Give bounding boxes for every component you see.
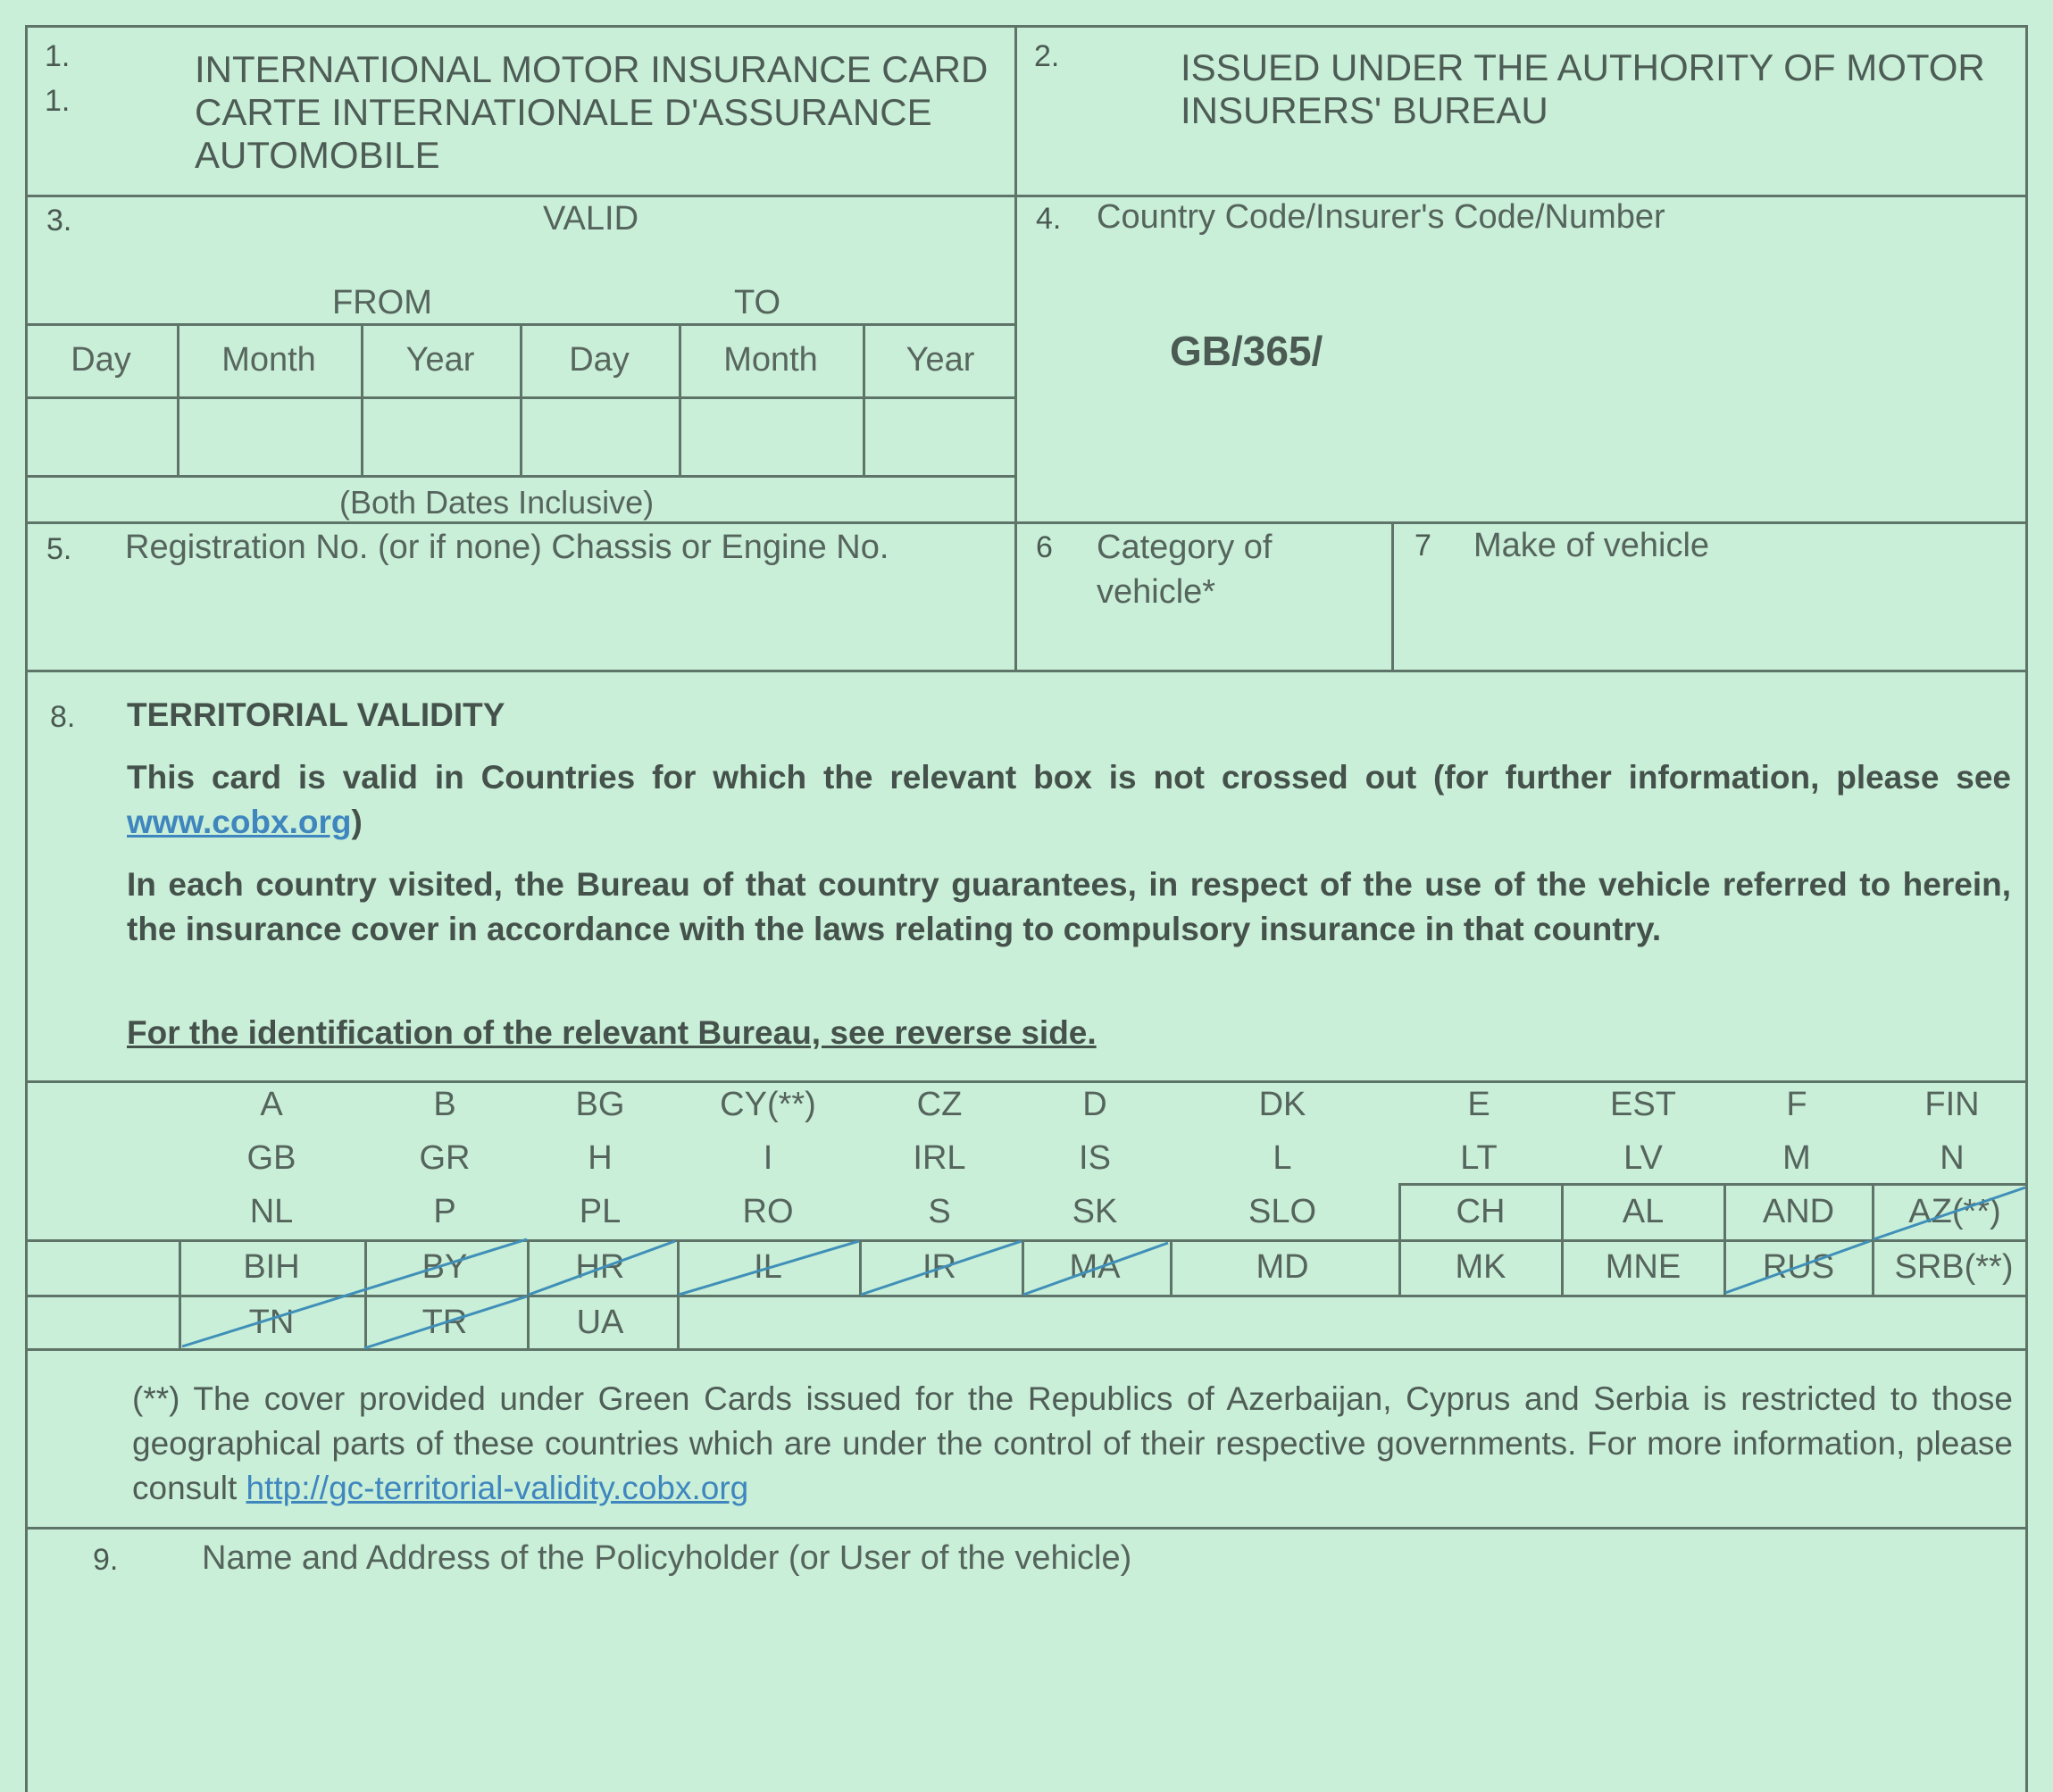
strike-az — [1874, 1188, 2025, 1239]
box-4-number: 4. — [1036, 202, 1062, 236]
country-CH: CH — [1456, 1193, 1506, 1230]
insurer-code-value: GB/365/ — [1170, 328, 1323, 374]
validity-paragraph-2: In each country visited, the Bureau of that country guarantees, in respect of the use of the vehicle referred to herein, the insurance cover in accordance with the laws relating to compulsory insurance in that country. — [127, 866, 2011, 947]
country-GB: GB — [246, 1139, 296, 1177]
country-TR: TR — [421, 1304, 468, 1341]
country-SLO: SLO — [1248, 1193, 1317, 1230]
card-title-fr-line2: AUTOMOBILE — [195, 134, 440, 176]
policyholder-label: Name and Address of the Policyholder (or User of the vehicle) — [202, 1539, 1132, 1577]
card-title-fr-line1: CARTE INTERNATIONALE D'ASSURANCE — [195, 91, 932, 133]
box-9-number: 9. — [93, 1543, 119, 1577]
both-dates-note: (Both Dates Inclusive) — [339, 484, 655, 521]
strike-il-ua — [529, 1241, 675, 1295]
country-AZ: AZ(**) — [1908, 1193, 2001, 1230]
valid-label: VALID — [543, 200, 639, 238]
country-B: B — [433, 1086, 456, 1123]
country-F: F — [1786, 1086, 1807, 1123]
country-NL: NL — [249, 1193, 294, 1230]
country-FIN: FIN — [1924, 1086, 1980, 1123]
country-H: H — [588, 1139, 613, 1177]
strike-ir-2 — [861, 1241, 1022, 1295]
country-S: S — [928, 1193, 951, 1230]
category-label-line2: vehicle* — [1097, 573, 1216, 611]
card-title-en: INTERNATIONAL MOTOR INSURANCE CARD — [195, 48, 989, 90]
country-M: M — [1782, 1139, 1811, 1177]
country-UA: UA — [576, 1304, 624, 1341]
country-IL: IL — [754, 1248, 782, 1286]
strike-rus — [1725, 1241, 1870, 1293]
country-MK: MK — [1455, 1248, 1506, 1286]
box-5-number: 5. — [46, 532, 72, 566]
country-L: L — [1273, 1139, 1292, 1177]
country-CZ: CZ — [916, 1086, 963, 1123]
box-3-number: 3. — [46, 204, 72, 238]
box-1-number-fr: 1. — [45, 84, 71, 118]
box-8-number: 8. — [50, 700, 76, 734]
make-label: Make of vehicle — [1473, 527, 1710, 564]
country-MD: MD — [1256, 1248, 1309, 1286]
territorial-footnote: (**) The cover provided under Green Cards issued for the Republics of Azerbaijan, Cyprus and Serbia is restricted to those geographical parts of these countries which are under the control of their respective governments. For more information, please consult http://gc-territorial-validity.cobx.org — [132, 1380, 2013, 1506]
country-EST: EST — [1610, 1086, 1676, 1123]
country-IR: IR — [922, 1248, 956, 1286]
to-day-header: Day — [569, 341, 630, 379]
cobx-link[interactable]: www.cobx.org — [127, 804, 352, 840]
box-2-number: 2. — [1034, 39, 1060, 73]
country-D: D — [1082, 1086, 1107, 1123]
from-year-header: Year — [405, 341, 475, 379]
country-A: A — [260, 1086, 283, 1123]
country-IS: IS — [1079, 1139, 1111, 1177]
country-HR: HR — [575, 1248, 625, 1286]
strike-ua — [364, 1296, 527, 1348]
country-MNE: MNE — [1605, 1248, 1682, 1286]
country-MA: MA — [1069, 1248, 1121, 1286]
category-label-line1: Category of — [1097, 529, 1273, 566]
country-RO: RO — [742, 1193, 794, 1230]
country-AL: AL — [1622, 1193, 1665, 1230]
to-month-header: Month — [723, 341, 818, 379]
territorial-validity-title: TERRITORIAL VALIDITY — [127, 696, 505, 733]
country-SRB: SRB(**) — [1894, 1248, 2014, 1286]
country-DK: DK — [1258, 1086, 1306, 1123]
from-label: FROM — [332, 284, 432, 321]
reverse-side-note: For the identification of the relevant Bureau, see reverse side. — [127, 1014, 1097, 1051]
country-BG: BG — [575, 1086, 625, 1123]
country-TN: TN — [248, 1304, 295, 1341]
insurer-code-label: Country Code/Insurer's Code/Number — [1097, 198, 1665, 236]
country-PL: PL — [579, 1193, 622, 1230]
issuer-line1: ISSUED UNDER THE AUTHORITY OF MOTOR — [1181, 46, 1985, 88]
country-AND: AND — [1762, 1193, 1835, 1230]
issuer-line2: INSURERS' BUREAU — [1181, 89, 1548, 131]
registration-label: Registration No. (or if none) Chassis or Engine No. — [125, 529, 889, 566]
strike-tn-by — [182, 1239, 527, 1346]
territorial-validity-link[interactable]: http://gc-territorial-validity.cobx.org — [246, 1470, 749, 1506]
from-day-header: Day — [71, 341, 131, 379]
to-year-header: Year — [905, 341, 975, 379]
country-IRL: IRL — [913, 1139, 966, 1177]
country-RUS: RUS — [1762, 1248, 1835, 1286]
country-BIH: BIH — [243, 1248, 300, 1286]
country-LV: LV — [1623, 1139, 1663, 1177]
country-GR: GR — [419, 1139, 471, 1177]
strike-ma — [1023, 1243, 1168, 1295]
box-6-number: 6 — [1036, 530, 1053, 564]
box-1-number: 1. — [45, 39, 71, 73]
from-month-header: Month — [221, 341, 316, 379]
box-7-number: 7 — [1415, 529, 1431, 563]
country-E: E — [1467, 1086, 1490, 1123]
country-BY: BY — [421, 1248, 468, 1286]
country-SK: SK — [1072, 1193, 1118, 1230]
country-P: P — [433, 1193, 456, 1230]
country-N: N — [1940, 1139, 1965, 1177]
country-LT: LT — [1460, 1139, 1498, 1177]
validity-paragraph-1: This card is valid in Countries for which the relevant box is not crossed out (for further information, please see www.cobx.org) — [127, 759, 2011, 840]
country-CY: CY(**) — [720, 1086, 816, 1123]
country-I: I — [763, 1139, 773, 1177]
to-label: TO — [734, 284, 781, 321]
strike-ir — [679, 1241, 859, 1295]
